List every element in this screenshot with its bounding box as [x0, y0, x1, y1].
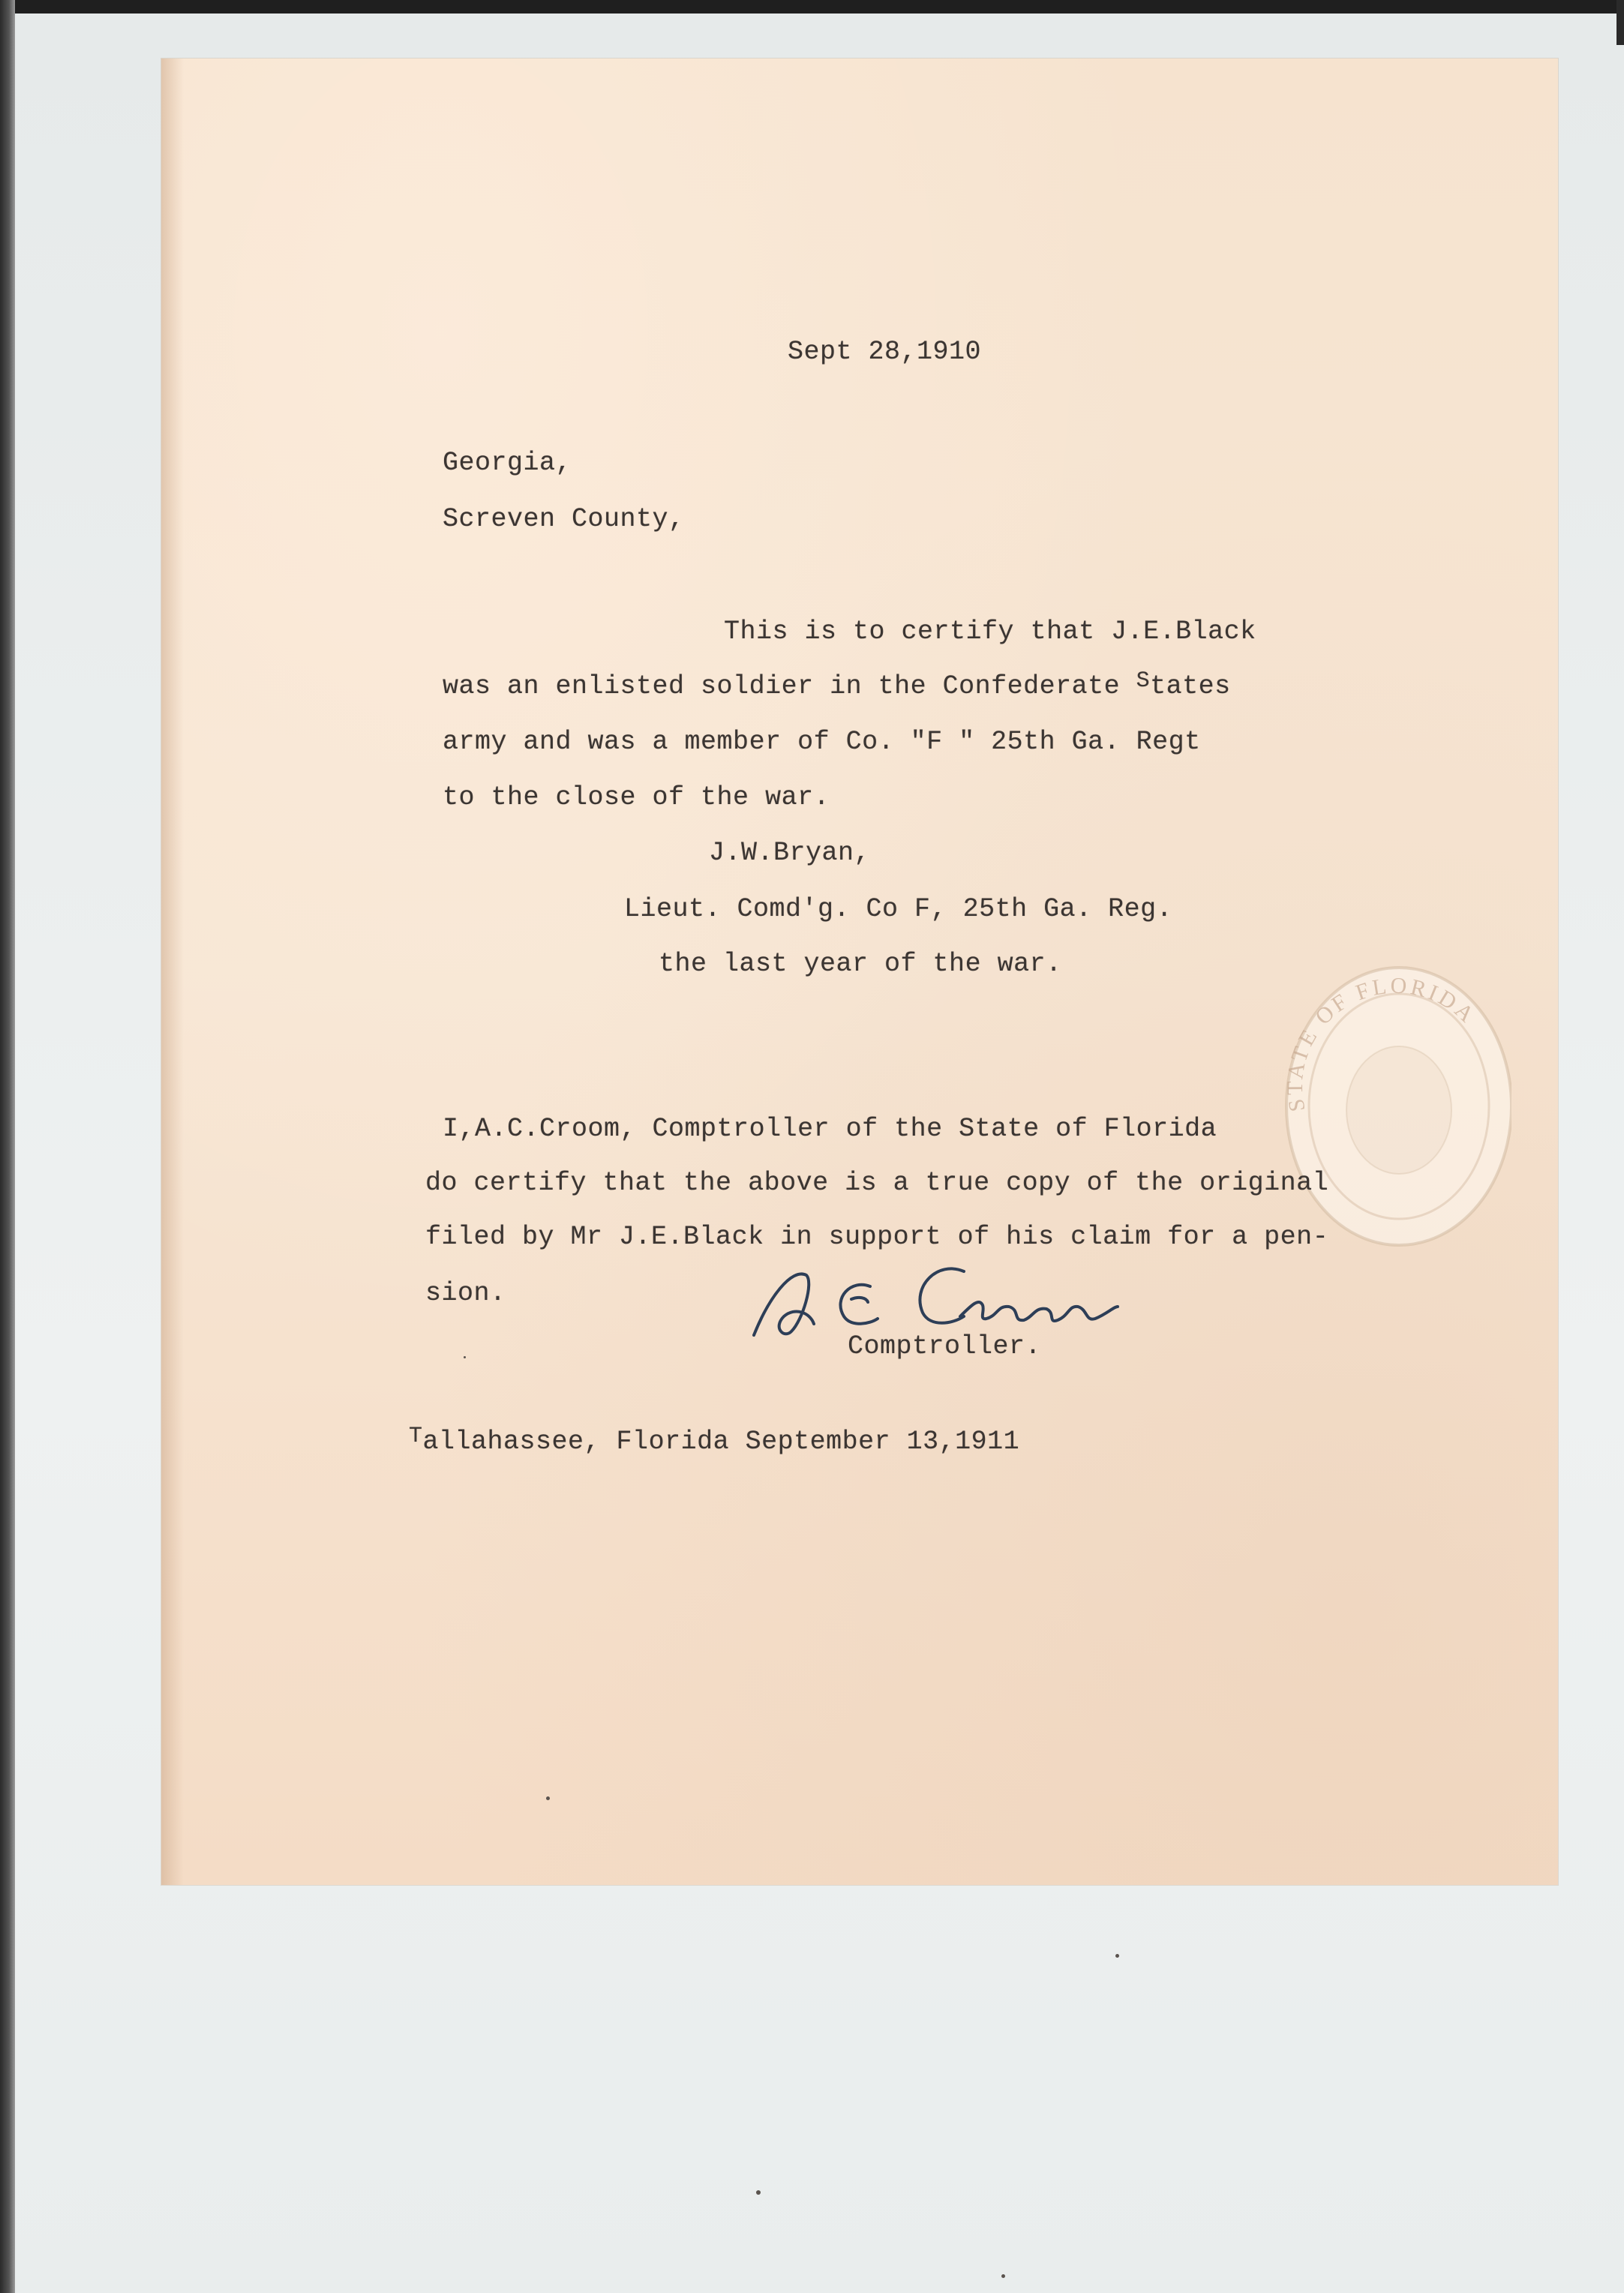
- dust-speck: [464, 1356, 466, 1358]
- state-seal-emboss: [1271, 956, 1511, 1256]
- letter-signer-name: J.W.Bryan,: [709, 838, 871, 868]
- dust-speck: [756, 2190, 761, 2195]
- dust-speck: [1001, 2274, 1005, 2278]
- place-and-date-line: [409, 1424, 1020, 1457]
- comptroller-title: Comptroller.: [848, 1331, 1042, 1361]
- letter-signer-note: the last year of the war.: [659, 949, 1062, 979]
- scan-frame-left: [0, 0, 15, 2293]
- scan-frame-top: [0, 0, 1624, 14]
- certification-line-4: sion.: [425, 1278, 506, 1308]
- letter-state: Georgia,: [443, 448, 572, 478]
- dust-speck: [1115, 1954, 1119, 1958]
- letter-body-line-2-tail: tates: [1150, 671, 1231, 701]
- place-and-date-text: allahassee, Florida September 13,1911: [422, 1427, 1020, 1457]
- certification-line-1: I,A.C.Croom, Comptroller of the State of Florida: [443, 1114, 1217, 1144]
- letter-body-line-2-text: was an enlisted soldier in the Confederate: [443, 671, 1136, 701]
- letter-body-line-3: army and was a member of Co. "F " 25th Ga. Regt: [443, 727, 1201, 757]
- letter-body-line-2-raised-letter: S: [1136, 668, 1151, 694]
- seal-lettering: STATE OF FLORIDA: [1282, 973, 1481, 1114]
- certification-line-3: filed by Mr J.E.Black in support of his claim for a pen-: [425, 1222, 1329, 1252]
- scan-frame-right: [1616, 0, 1624, 45]
- certification-line-2: do certify that the above is a true copy of the original: [425, 1168, 1329, 1198]
- letter-body-line-2: [443, 668, 1231, 701]
- letter-date: Sept 28,1910: [788, 337, 982, 367]
- place-and-date-raised-letter: T: [409, 1424, 423, 1449]
- letter-county: Screven County,: [443, 504, 685, 534]
- dust-speck: [546, 1796, 550, 1800]
- letter-signer-title: Lieut. Comd'g. Co F, 25th Ga. Reg.: [624, 894, 1173, 924]
- paper-edge-shading: [161, 59, 184, 1885]
- letter-body-line-1: This is to certify that J.E.Black: [724, 617, 1256, 647]
- letter-body-line-4: to the close of the war.: [443, 782, 830, 812]
